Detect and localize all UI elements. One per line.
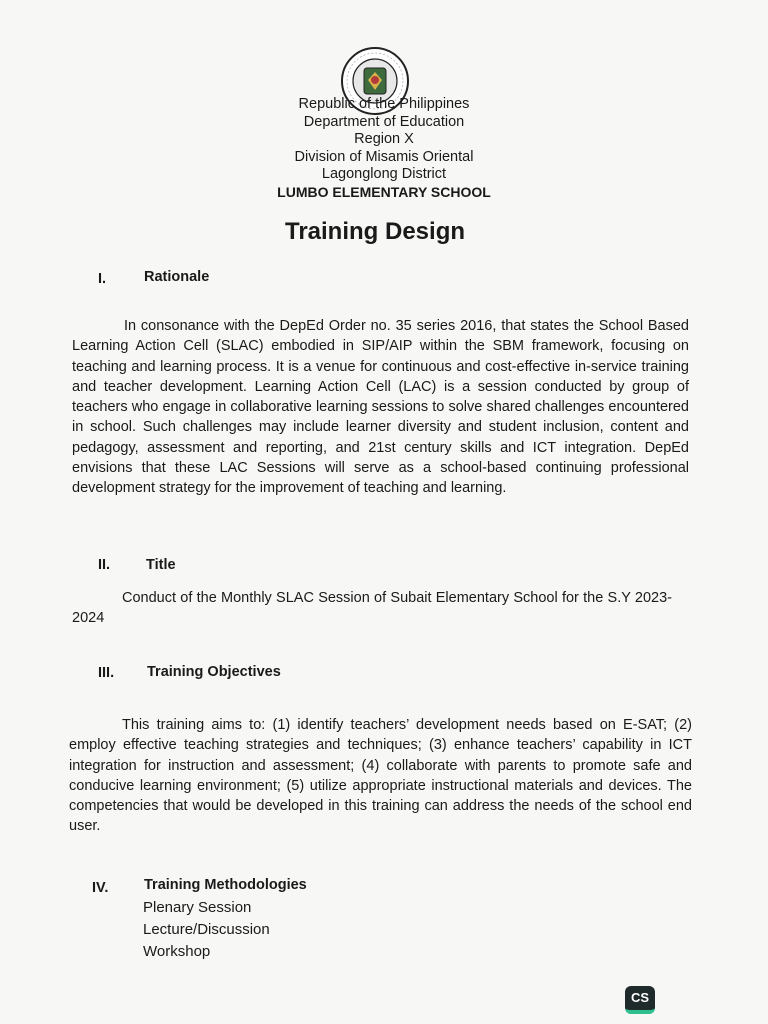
document-title: Training Design xyxy=(284,218,466,245)
section-number: IV. xyxy=(92,880,109,896)
list-item: Plenary Session xyxy=(143,899,252,916)
section-title: Title xyxy=(146,557,176,573)
letterhead-line: Lagonglong District xyxy=(321,166,447,182)
section-number: II. xyxy=(98,557,111,573)
letterhead-line: Region X xyxy=(354,131,414,147)
letterhead-line: Division of Misamis Oriental xyxy=(294,148,474,165)
section-number: III. xyxy=(98,665,115,681)
methodology-list xyxy=(143,897,270,963)
letterhead-line: Department of Education xyxy=(303,113,465,130)
list-item: Workshop xyxy=(143,943,211,960)
section-body: This training aims to: (1) identify teachers’ development needs based on E-SAT; (2) employ effective teaching strategies and techniques; (3) enhance teachers’ capability in ICT integration for instruction and assessment; (4) collaborate with parents to promote safe and conducive learning environment; (5) utilize appropriate instructional materials and devices. The competencies that would be developed in this training can address the needs of the school end user. xyxy=(69,717,692,835)
section-title: Training Objectives xyxy=(147,664,281,680)
section-body: In consonance with the DepEd Order no. 35 series 2016, that states the School Based Learning Action Cell (SLAC) embodied in SIP/AIP within the SBM framework, focusing on teaching and learning process. It is a venue for continuous and cost-effective in-service training and teacher development. Learning Action Cell (LAC) is a session conducted by group of teachers who engage in collaborative learning sessions to solve shared challenges encountered in school. Such challenges may include learner diversity and student inclusion, content and pedagogy, assessment and reporting, and 21st century skills and ICT integration. DepEd envisions that these LAC Sessions will serve as a school-based continuing professional development strategy for the improvement of teaching and learning. xyxy=(72,318,689,497)
letterhead xyxy=(0,96,768,201)
list-item: Lecture/Discussion xyxy=(143,921,270,938)
camscanner-badge: CS xyxy=(625,986,655,1014)
section-title: Training Methodologies xyxy=(144,877,307,893)
section-title: Rationale xyxy=(144,269,210,285)
section-body: Conduct of the Monthly SLAC Session of Subait Elementary School for the S.Y 2023-2024 xyxy=(72,590,672,627)
letterhead-line: Republic of the Philippines xyxy=(298,96,470,112)
school-name: LUMBO ELEMENTARY SCHOOL xyxy=(277,183,491,200)
section-number: I. xyxy=(98,271,107,287)
